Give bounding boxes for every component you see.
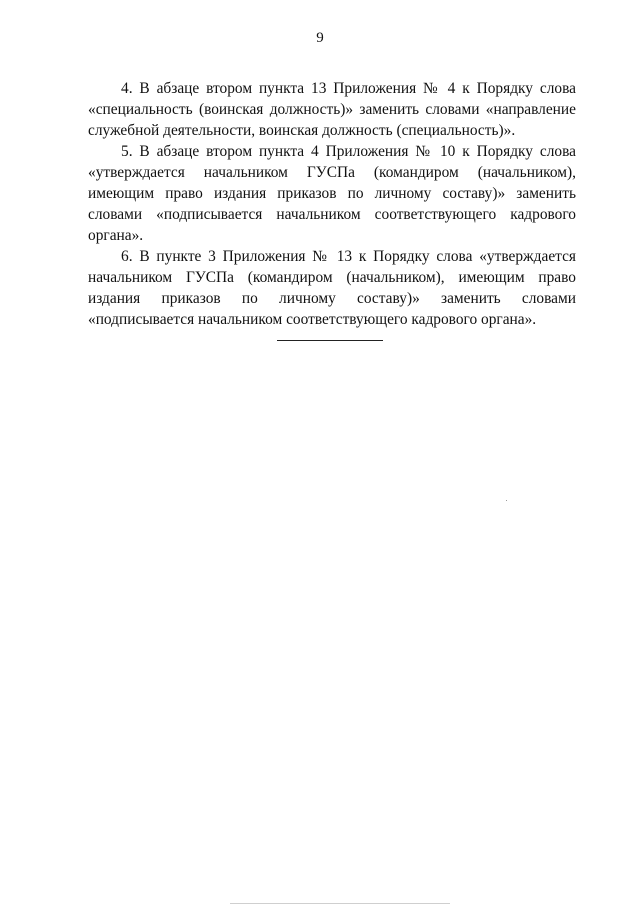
scan-speck [506,500,507,501]
page-number: 9 [316,30,324,46]
paragraph-item-6: 6. В пункте 3 Приложения № 13 к Порядку слова «утверждается начальником ГУСПа (командиром (начальником), имеющим право издания приказов по личному составу)» заменить словами «подписывается начальником соответствующего кадрового органа». [88,248,576,328]
paragraph-item-5: 5. В абзаце втором пункта 4 Приложения № 10 к Порядку слова «утверждается начальником ГУСПа (командиром (начальником), имеющим право издания приказов по личному составу)» заменить словами «подписывается начальником соответствующего кадрового органа». [88,143,576,244]
scan-edge-mark [230,903,450,904]
end-divider-line [277,340,383,341]
document-body [88,78,576,330]
paragraph-item-4: 4. В абзаце втором пункта 13 Приложения № 4 к Порядку слова «специальность (воинская должность)» заменить словами «направление служебной деятельности, воинская должность (специальность)». [88,80,576,139]
